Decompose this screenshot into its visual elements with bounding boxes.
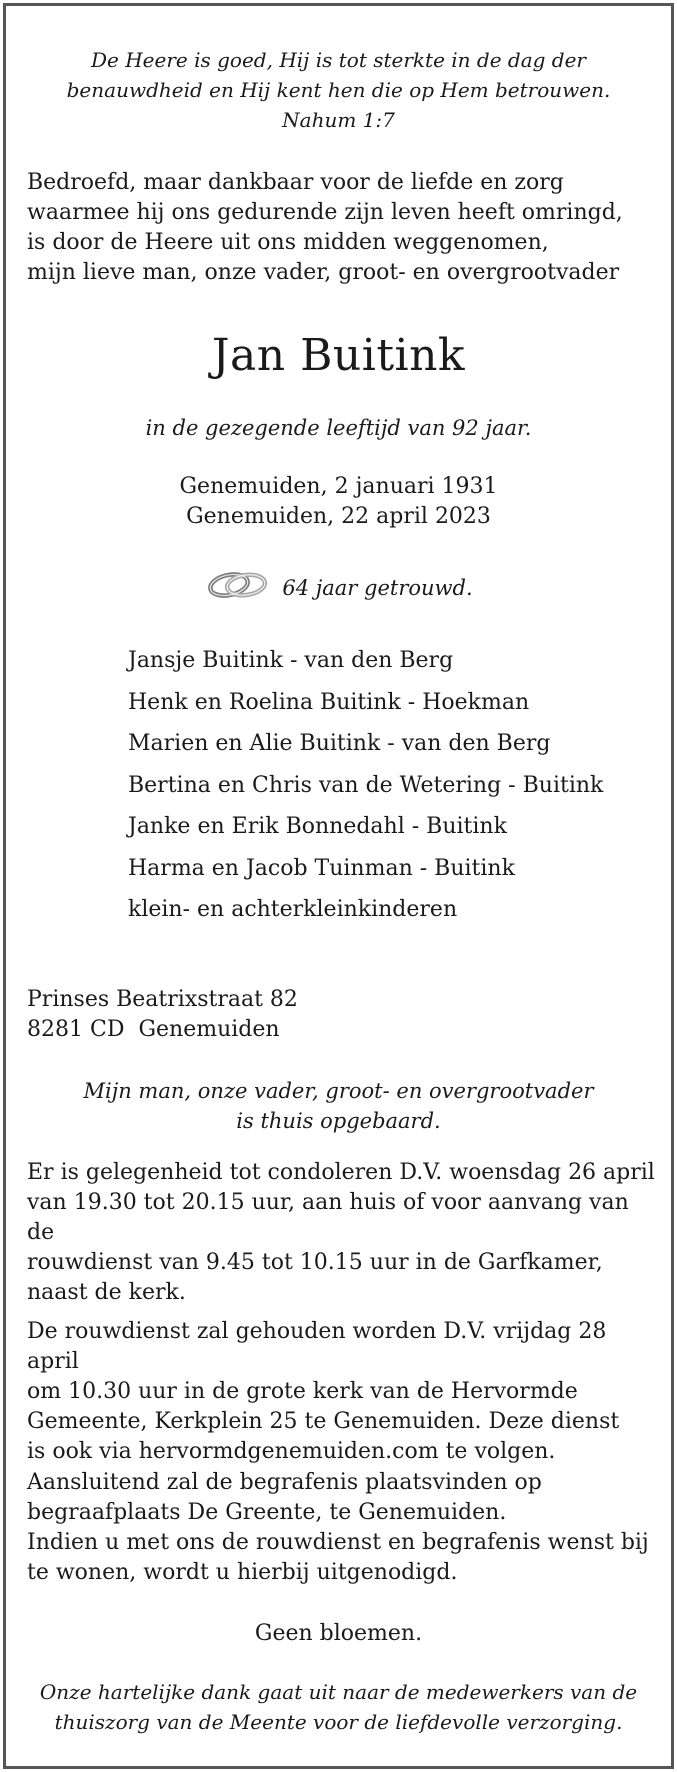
intro-line: waarmee hij ons gedurende zijn leven heeft omringd, (27, 200, 623, 225)
address-postal-city: 8281 CD Genemuiden (27, 1017, 280, 1042)
service-line: Gemeente, Kerkplein 25 te Genemuiden. Deze dienst (27, 1409, 620, 1434)
burial-line: Indien u met ons de rouwdienst en begrafenis wenst bij (27, 1530, 649, 1555)
condolence-line: van 19.30 tot 20.15 uur, aan huis of voor aanvang van de (27, 1190, 629, 1245)
intro-text (27, 168, 657, 288)
burial-line: te wonen, wordt u hierbij uitgenodigd. (27, 1560, 458, 1585)
verse-line: De Heere is goed, Hij is tot sterkte in de dag der (91, 48, 586, 72)
family-member: Harma en Jacob Tuinman - Buitink (128, 855, 515, 881)
thanks-note (6, 1677, 671, 1737)
intro-line: is door de Heere uit ons midden weggenomen, (27, 230, 549, 255)
no-flowers-notice: Geen bloemen. (254, 1621, 423, 1646)
laid-out-notice (6, 1076, 671, 1136)
condolence-line: Er is gelegenheid tot condoleren D.V. woensdag 26 april (27, 1160, 655, 1185)
deceased-name: Jan Buitink (211, 330, 466, 381)
burial-paragraph (27, 1468, 657, 1588)
family-member: Marien en Alie Buitink - van den Berg (128, 731, 551, 756)
family-member: Henk en Roelina Buitink - Hoekman (128, 689, 530, 715)
family-member: Jansje Buitink - van den Berg (128, 648, 454, 673)
address-street: Prinses Beatrixstraat 82 (27, 987, 298, 1012)
intro-line: mijn lieve man, onze vader, groot- en overgrootvader (27, 260, 620, 285)
death-date: Genemuiden, 22 april 2023 (186, 504, 491, 529)
service-line: De rouwdienst zal gehouden worden D.V. vrijdag 28 april (27, 1319, 607, 1374)
thanks-line: thuiszorg van de Meente voor de liefdevolle verzorging. (54, 1710, 623, 1734)
obituary-notice (3, 3, 674, 1769)
marriage-text: 64 jaar getrouwd. (282, 576, 473, 600)
life-dates (6, 472, 671, 532)
service-paragraph (27, 1317, 657, 1467)
condolence-line: rouwdienst van 9.45 tot 10.15 uur in de Garfkamer, (27, 1250, 603, 1275)
condolence-paragraph (27, 1158, 657, 1308)
family-member: klein- en achterkleinkinderen (128, 897, 458, 922)
family-member: Bertina en Chris van de Wetering - Buitink (128, 772, 604, 798)
marriage-line (6, 566, 671, 613)
laid-out-line: Mijn man, onze vader, groot- en overgrootvader (83, 1079, 594, 1103)
burial-line: Aansluitend zal de begrafenis plaatsvinden op (27, 1470, 542, 1495)
service-line: om 10.30 uur in de grote kerk van de Hervormde (27, 1379, 578, 1404)
service-line: is ook via hervormdgenemuiden.com te volgen. (27, 1439, 556, 1464)
bible-verse (6, 45, 671, 135)
condolence-line: naast de kerk. (27, 1280, 186, 1305)
family-member: Janke en Erik Bonnedahl - Buitink (128, 814, 507, 839)
wedding-rings-icon (204, 566, 272, 613)
address (27, 985, 657, 1045)
intro-line: Bedroefd, maar dankbaar voor de liefde en zorg (27, 170, 564, 195)
thanks-line: Onze hartelijke dank gaat uit naar de medewerkers van de (39, 1680, 638, 1704)
verse-reference: Nahum 1:7 (282, 108, 395, 132)
family-list (128, 640, 648, 931)
verse-line: benauwdheid en Hij kent hen die op Hem betrouwen. (66, 78, 611, 102)
age-line: in de gezegende leeftijd van 92 jaar. (145, 416, 532, 440)
laid-out-line: is thuis opgebaard. (236, 1109, 441, 1133)
burial-line: begraafplaats De Greente, te Genemuiden. (27, 1500, 507, 1525)
birth-date: Genemuiden, 2 januari 1931 (179, 474, 498, 499)
